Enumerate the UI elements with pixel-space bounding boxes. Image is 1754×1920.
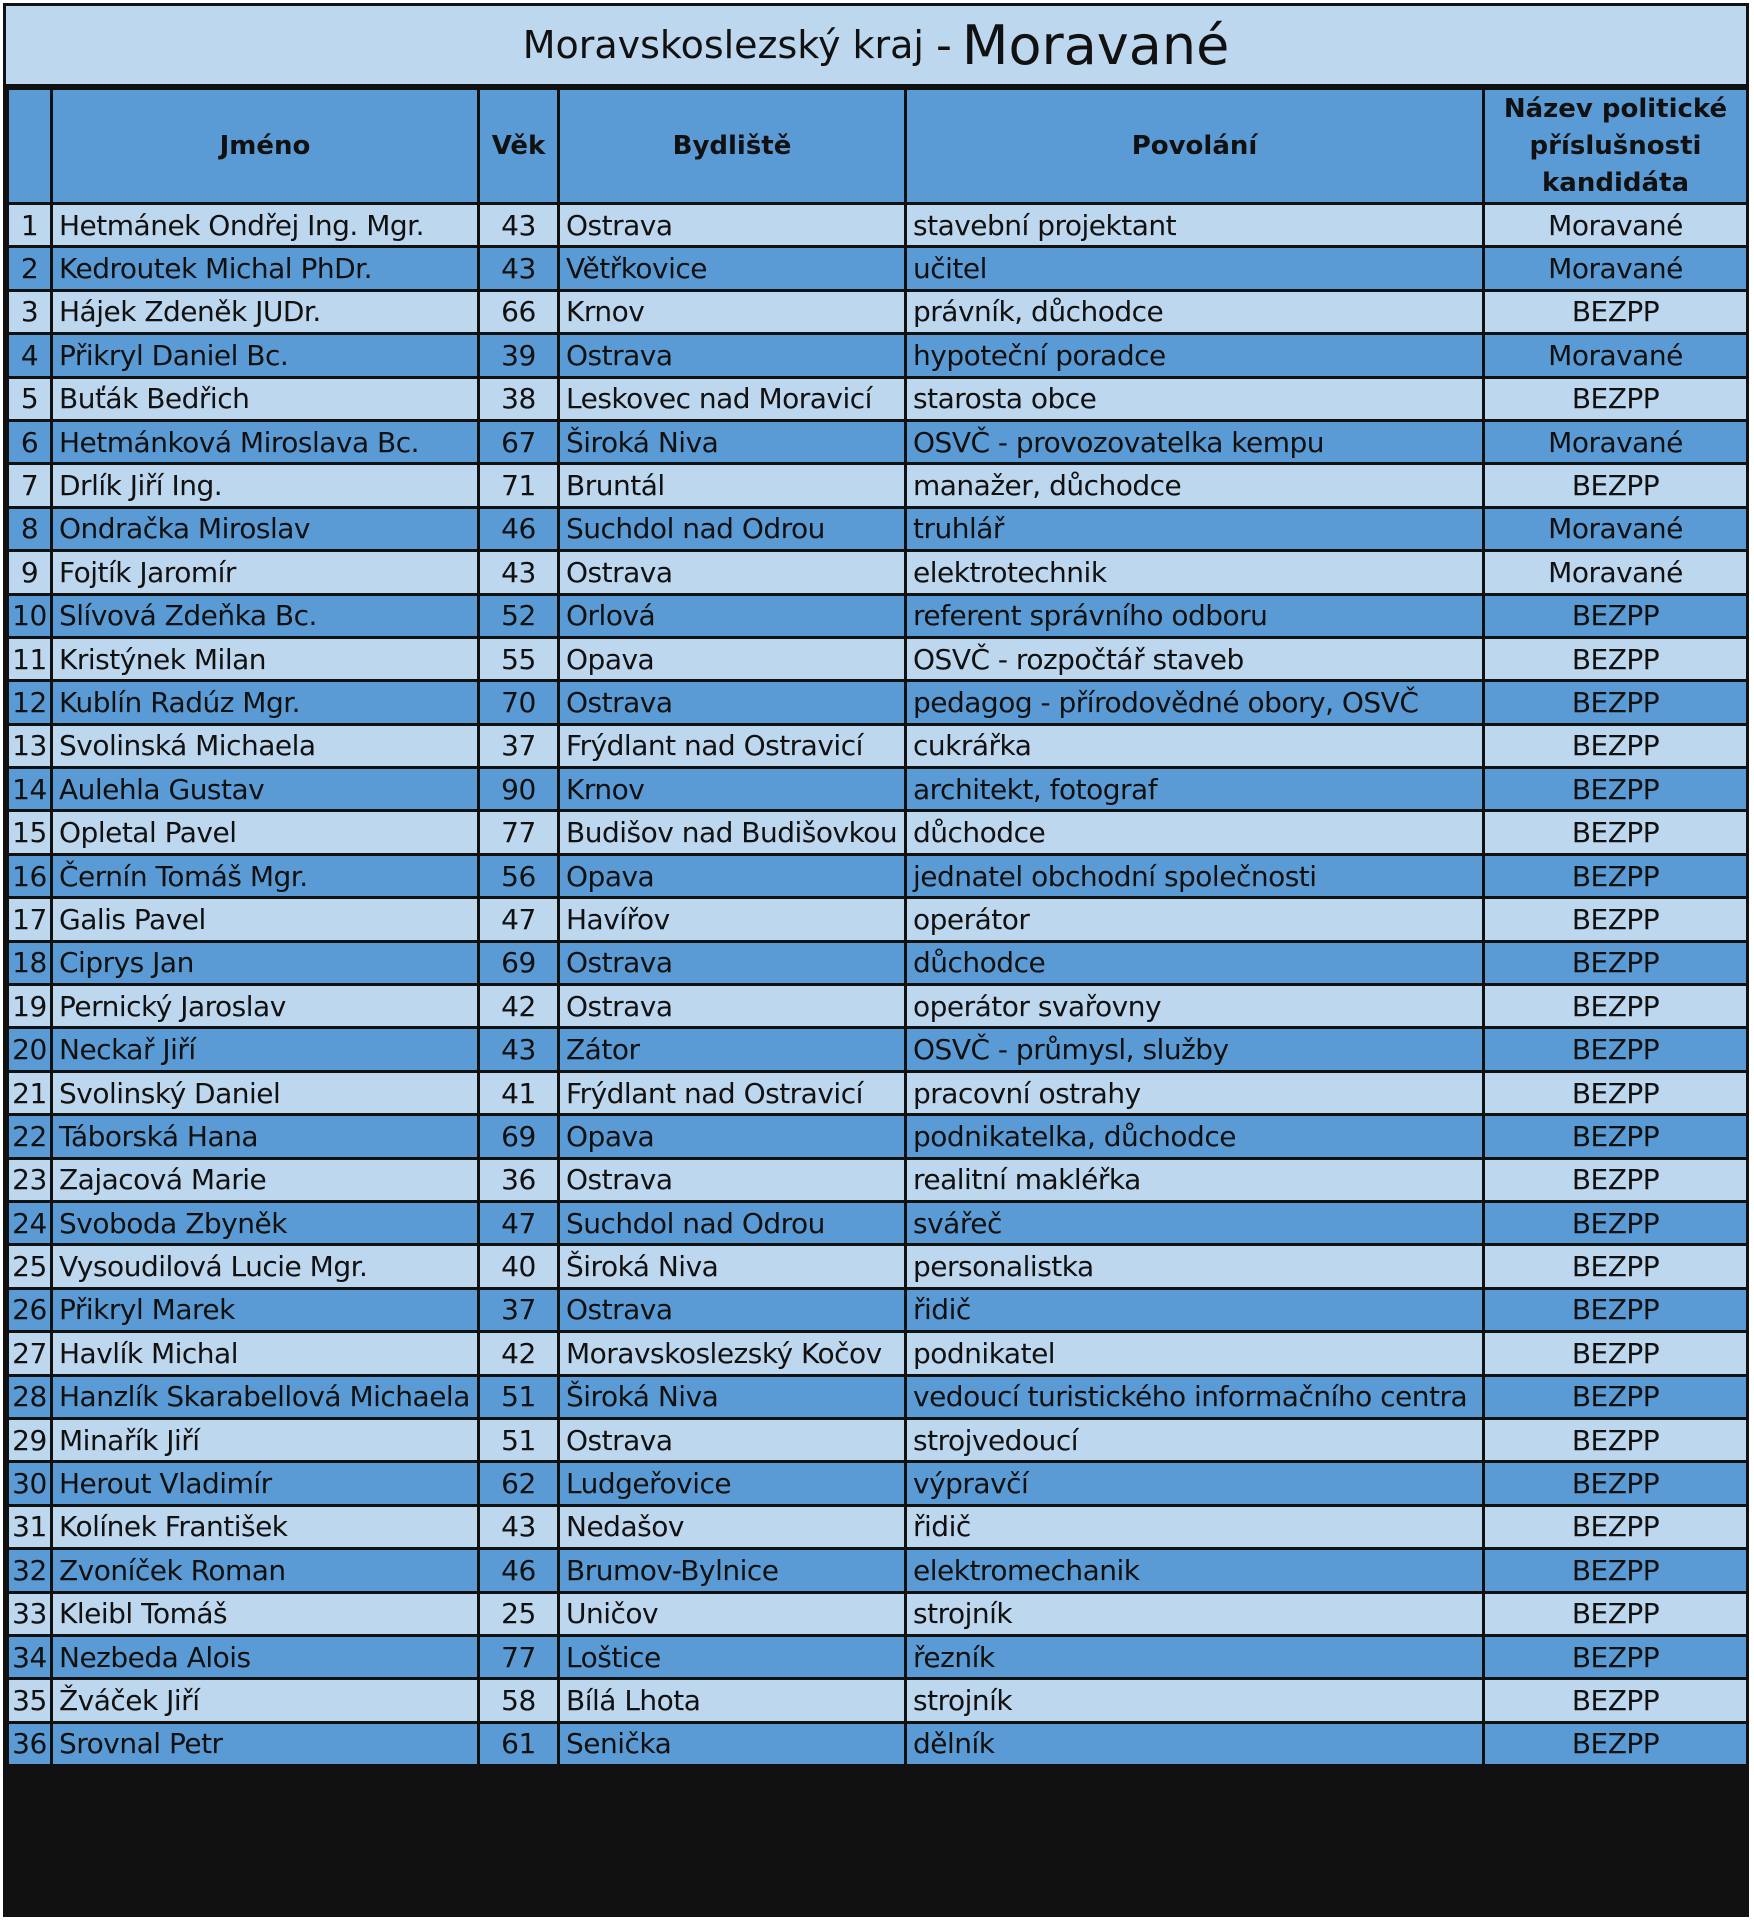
cell-occupation: právník, důchodce — [906, 290, 1484, 333]
table-row — [8, 637, 1748, 680]
cell-number: 26 — [8, 1288, 52, 1331]
cell-occupation: personalistka — [906, 1245, 1484, 1288]
cell-age: 90 — [479, 768, 559, 811]
cell-name: Slívová Zdeňka Bc. — [52, 594, 479, 637]
table-row — [8, 464, 1748, 507]
cell-residence: Ludgeřovice — [559, 1462, 906, 1505]
cell-number: 27 — [8, 1332, 52, 1375]
cell-number: 30 — [8, 1462, 52, 1505]
cell-number: 13 — [8, 724, 52, 767]
table-row — [8, 898, 1748, 941]
cell-number: 21 — [8, 1071, 52, 1114]
table-row — [8, 507, 1748, 550]
cell-name: Hetmánková Miroslava Bc. — [52, 420, 479, 463]
cell-number: 31 — [8, 1505, 52, 1548]
cell-age: 46 — [479, 507, 559, 550]
table-row — [8, 1635, 1748, 1678]
cell-age: 77 — [479, 1635, 559, 1678]
cell-name: Minařík Jiří — [52, 1418, 479, 1461]
table-row — [8, 768, 1748, 811]
table-row — [8, 1332, 1748, 1375]
cell-name: Ondračka Miroslav — [52, 507, 479, 550]
header-affiliation: Název politické příslušnosti kandidáta — [1484, 89, 1748, 204]
header-number — [8, 89, 52, 204]
header-name: Jméno — [52, 89, 479, 204]
table-row — [8, 1679, 1748, 1722]
cell-affiliation: BEZPP — [1484, 464, 1748, 507]
cell-number: 18 — [8, 941, 52, 984]
table-row — [8, 811, 1748, 854]
cell-occupation: vedoucí turistického informačního centra — [906, 1375, 1484, 1418]
cell-occupation: truhlář — [906, 507, 1484, 550]
cell-age: 25 — [479, 1592, 559, 1635]
cell-residence: Ostrava — [559, 941, 906, 984]
cell-affiliation: BEZPP — [1484, 1201, 1748, 1244]
header-age: Věk — [479, 89, 559, 204]
table-row — [8, 334, 1748, 377]
table-row — [8, 247, 1748, 290]
cell-number: 28 — [8, 1375, 52, 1418]
cell-name: Kublín Radúz Mgr. — [52, 681, 479, 724]
cell-residence: Zátor — [559, 1028, 906, 1071]
cell-occupation: pedagog - přírodovědné obory, OSVČ — [906, 681, 1484, 724]
cell-residence: Opava — [559, 1115, 906, 1158]
cell-residence: Ostrava — [559, 985, 906, 1028]
cell-number: 2 — [8, 247, 52, 290]
cell-occupation: cukrářka — [906, 724, 1484, 767]
cell-age: 43 — [479, 551, 559, 594]
cell-occupation: výpravčí — [906, 1462, 1484, 1505]
cell-number: 11 — [8, 637, 52, 680]
cell-name: Kleibl Tomáš — [52, 1592, 479, 1635]
cell-occupation: řidič — [906, 1288, 1484, 1331]
cell-residence: Senička — [559, 1722, 906, 1765]
cell-name: Svolinský Daniel — [52, 1071, 479, 1114]
cell-residence: Nedašov — [559, 1505, 906, 1548]
cell-residence: Ostrava — [559, 681, 906, 724]
cell-name: Kedroutek Michal PhDr. — [52, 247, 479, 290]
cell-residence: Frýdlant nad Ostravicí — [559, 1071, 906, 1114]
candidate-list-sheet — [3, 3, 1749, 1917]
cell-residence: Ostrava — [559, 1158, 906, 1201]
cell-affiliation: BEZPP — [1484, 1288, 1748, 1331]
cell-age: 41 — [479, 1071, 559, 1114]
cell-number: 36 — [8, 1722, 52, 1765]
cell-age: 56 — [479, 854, 559, 897]
cell-occupation: hypoteční poradce — [906, 334, 1484, 377]
table-row — [8, 290, 1748, 333]
cell-residence: Ostrava — [559, 204, 906, 247]
cell-age: 37 — [479, 724, 559, 767]
table-row — [8, 204, 1748, 247]
table-row — [8, 1115, 1748, 1158]
cell-affiliation: Moravané — [1484, 247, 1748, 290]
cell-age: 51 — [479, 1418, 559, 1461]
cell-occupation: podnikatelka, důchodce — [906, 1115, 1484, 1158]
table-row — [8, 854, 1748, 897]
cell-affiliation: BEZPP — [1484, 768, 1748, 811]
table-row — [8, 1028, 1748, 1071]
table-header-row — [8, 89, 1748, 204]
cell-number: 24 — [8, 1201, 52, 1244]
table-row — [8, 1158, 1748, 1201]
cell-number: 25 — [8, 1245, 52, 1288]
cell-age: 51 — [479, 1375, 559, 1418]
cell-residence: Frýdlant nad Ostravicí — [559, 724, 906, 767]
page-title — [6, 6, 1746, 87]
cell-occupation: svářeč — [906, 1201, 1484, 1244]
cell-residence: Uničov — [559, 1592, 906, 1635]
cell-residence: Budišov nad Budišovkou — [559, 811, 906, 854]
table-row — [8, 1071, 1748, 1114]
cell-number: 34 — [8, 1635, 52, 1678]
cell-age: 42 — [479, 985, 559, 1028]
cell-age: 47 — [479, 1201, 559, 1244]
cell-name: Černín Tomáš Mgr. — [52, 854, 479, 897]
cell-name: Táborská Hana — [52, 1115, 479, 1158]
cell-residence: Krnov — [559, 290, 906, 333]
cell-residence: Moravskoslezský Kočov — [559, 1332, 906, 1375]
cell-number: 23 — [8, 1158, 52, 1201]
cell-residence: Ostrava — [559, 334, 906, 377]
cell-residence: Loštice — [559, 1635, 906, 1678]
cell-age: 71 — [479, 464, 559, 507]
cell-affiliation: Moravané — [1484, 334, 1748, 377]
cell-number: 29 — [8, 1418, 52, 1461]
cell-affiliation: BEZPP — [1484, 637, 1748, 680]
cell-occupation: OSVČ - rozpočtář staveb — [906, 637, 1484, 680]
cell-name: Přikryl Marek — [52, 1288, 479, 1331]
cell-occupation: elektromechanik — [906, 1549, 1484, 1592]
cell-number: 10 — [8, 594, 52, 637]
cell-affiliation: Moravané — [1484, 420, 1748, 463]
table-row — [8, 551, 1748, 594]
cell-number: 20 — [8, 1028, 52, 1071]
cell-occupation: strojník — [906, 1679, 1484, 1722]
cell-name: Fojtík Jaromír — [52, 551, 479, 594]
cell-number: 19 — [8, 985, 52, 1028]
table-row — [8, 1288, 1748, 1331]
cell-age: 67 — [479, 420, 559, 463]
table-row — [8, 941, 1748, 984]
table-row — [8, 1418, 1748, 1461]
cell-occupation: důchodce — [906, 941, 1484, 984]
cell-occupation: realitní makléřka — [906, 1158, 1484, 1201]
cell-name: Svoboda Zbyněk — [52, 1201, 479, 1244]
cell-age: 58 — [479, 1679, 559, 1722]
cell-number: 8 — [8, 507, 52, 550]
cell-number: 22 — [8, 1115, 52, 1158]
cell-affiliation: BEZPP — [1484, 1115, 1748, 1158]
cell-residence: Bruntál — [559, 464, 906, 507]
table-row — [8, 1245, 1748, 1288]
cell-name: Herout Vladimír — [52, 1462, 479, 1505]
cell-age: 40 — [479, 1245, 559, 1288]
cell-affiliation: BEZPP — [1484, 1505, 1748, 1548]
cell-number: 35 — [8, 1679, 52, 1722]
cell-occupation: architekt, fotograf — [906, 768, 1484, 811]
table-row — [8, 1375, 1748, 1418]
cell-age: 43 — [479, 204, 559, 247]
cell-age: 55 — [479, 637, 559, 680]
cell-name: Hájek Zdeněk JUDr. — [52, 290, 479, 333]
cell-residence: Ostrava — [559, 551, 906, 594]
cell-number: 15 — [8, 811, 52, 854]
cell-name: Žváček Jiří — [52, 1679, 479, 1722]
cell-affiliation: BEZPP — [1484, 854, 1748, 897]
cell-name: Přikryl Daniel Bc. — [52, 334, 479, 377]
cell-affiliation: Moravané — [1484, 204, 1748, 247]
cell-name: Buťák Bedřich — [52, 377, 479, 420]
cell-number: 33 — [8, 1592, 52, 1635]
cell-name: Havlík Michal — [52, 1332, 479, 1375]
cell-affiliation: BEZPP — [1484, 898, 1748, 941]
table-row — [8, 1505, 1748, 1548]
cell-occupation: OSVČ - provozovatelka kempu — [906, 420, 1484, 463]
cell-age: 61 — [479, 1722, 559, 1765]
cell-residence: Suchdol nad Odrou — [559, 507, 906, 550]
table-row — [8, 420, 1748, 463]
cell-name: Galis Pavel — [52, 898, 479, 941]
title-party: Moravané — [961, 13, 1230, 77]
cell-age: 36 — [479, 1158, 559, 1201]
cell-number: 32 — [8, 1549, 52, 1592]
cell-affiliation: BEZPP — [1484, 1722, 1748, 1765]
cell-affiliation: Moravané — [1484, 551, 1748, 594]
cell-residence: Široká Niva — [559, 1245, 906, 1288]
cell-name: Zvoníček Roman — [52, 1549, 479, 1592]
cell-name: Kristýnek Milan — [52, 637, 479, 680]
cell-occupation: referent správního odboru — [906, 594, 1484, 637]
cell-residence: Orlová — [559, 594, 906, 637]
header-occupation: Povolání — [906, 89, 1484, 204]
cell-affiliation: BEZPP — [1484, 1549, 1748, 1592]
title-region: Moravskoslezský kraj — [522, 23, 924, 67]
cell-name: Drlík Jiří Ing. — [52, 464, 479, 507]
cell-name: Svolinská Michaela — [52, 724, 479, 767]
cell-affiliation: BEZPP — [1484, 377, 1748, 420]
cell-occupation: podnikatel — [906, 1332, 1484, 1375]
table-row — [8, 1592, 1748, 1635]
cell-number: 9 — [8, 551, 52, 594]
cell-name: Aulehla Gustav — [52, 768, 479, 811]
cell-occupation: OSVČ - průmysl, služby — [906, 1028, 1484, 1071]
cell-occupation: důchodce — [906, 811, 1484, 854]
cell-name: Kolínek František — [52, 1505, 479, 1548]
cell-affiliation: BEZPP — [1484, 1332, 1748, 1375]
cell-name: Vysoudilová Lucie Mgr. — [52, 1245, 479, 1288]
cell-residence: Široká Niva — [559, 420, 906, 463]
cell-age: 62 — [479, 1462, 559, 1505]
cell-number: 3 — [8, 290, 52, 333]
cell-affiliation: BEZPP — [1484, 724, 1748, 767]
cell-occupation: manažer, důchodce — [906, 464, 1484, 507]
cell-affiliation: Moravané — [1484, 507, 1748, 550]
cell-residence: Ostrava — [559, 1288, 906, 1331]
table-row — [8, 1462, 1748, 1505]
table-row — [8, 681, 1748, 724]
cell-residence: Suchdol nad Odrou — [559, 1201, 906, 1244]
cell-occupation: učitel — [906, 247, 1484, 290]
cell-affiliation: BEZPP — [1484, 1592, 1748, 1635]
cell-age: 47 — [479, 898, 559, 941]
cell-affiliation: BEZPP — [1484, 1028, 1748, 1071]
cell-affiliation: BEZPP — [1484, 594, 1748, 637]
cell-occupation: strojvedoucí — [906, 1418, 1484, 1461]
cell-residence: Opava — [559, 637, 906, 680]
cell-residence: Větřkovice — [559, 247, 906, 290]
cell-affiliation: BEZPP — [1484, 1158, 1748, 1201]
cell-name: Nezbeda Alois — [52, 1635, 479, 1678]
cell-residence: Široká Niva — [559, 1375, 906, 1418]
cell-residence: Ostrava — [559, 1418, 906, 1461]
cell-age: 39 — [479, 334, 559, 377]
table-row — [8, 724, 1748, 767]
candidate-table — [6, 87, 1749, 1767]
cell-number: 4 — [8, 334, 52, 377]
cell-name: Neckař Jiří — [52, 1028, 479, 1071]
cell-occupation: stavební projektant — [906, 204, 1484, 247]
cell-age: 70 — [479, 681, 559, 724]
cell-occupation: pracovní ostrahy — [906, 1071, 1484, 1114]
cell-age: 42 — [479, 1332, 559, 1375]
cell-name: Ciprys Jan — [52, 941, 479, 984]
title-separator: - — [936, 19, 952, 71]
cell-age: 43 — [479, 1028, 559, 1071]
cell-number: 12 — [8, 681, 52, 724]
cell-occupation: řidič — [906, 1505, 1484, 1548]
table-row — [8, 1722, 1748, 1765]
cell-affiliation: BEZPP — [1484, 1679, 1748, 1722]
cell-number: 16 — [8, 854, 52, 897]
cell-occupation: řezník — [906, 1635, 1484, 1678]
cell-age: 66 — [479, 290, 559, 333]
cell-affiliation: BEZPP — [1484, 1635, 1748, 1678]
cell-age: 38 — [479, 377, 559, 420]
cell-age: 69 — [479, 941, 559, 984]
table-row — [8, 377, 1748, 420]
cell-affiliation: BEZPP — [1484, 1245, 1748, 1288]
cell-number: 5 — [8, 377, 52, 420]
cell-number: 1 — [8, 204, 52, 247]
cell-occupation: operátor — [906, 898, 1484, 941]
cell-occupation: elektrotechnik — [906, 551, 1484, 594]
cell-residence: Havířov — [559, 898, 906, 941]
header-residence: Bydliště — [559, 89, 906, 204]
cell-affiliation: BEZPP — [1484, 941, 1748, 984]
cell-occupation: strojník — [906, 1592, 1484, 1635]
cell-residence: Leskovec nad Moravicí — [559, 377, 906, 420]
cell-number: 14 — [8, 768, 52, 811]
cell-name: Zajacová Marie — [52, 1158, 479, 1201]
cell-name: Pernický Jaroslav — [52, 985, 479, 1028]
cell-occupation: operátor svařovny — [906, 985, 1484, 1028]
cell-affiliation: BEZPP — [1484, 681, 1748, 724]
table-row — [8, 1201, 1748, 1244]
cell-occupation: dělník — [906, 1722, 1484, 1765]
cell-residence: Bílá Lhota — [559, 1679, 906, 1722]
cell-number: 17 — [8, 898, 52, 941]
table-row — [8, 985, 1748, 1028]
cell-affiliation: BEZPP — [1484, 811, 1748, 854]
table-row — [8, 1549, 1748, 1592]
cell-name: Opletal Pavel — [52, 811, 479, 854]
cell-residence: Brumov-Bylnice — [559, 1549, 906, 1592]
cell-name: Srovnal Petr — [52, 1722, 479, 1765]
cell-name: Hetmánek Ondřej Ing. Mgr. — [52, 204, 479, 247]
cell-number: 7 — [8, 464, 52, 507]
cell-occupation: starosta obce — [906, 377, 1484, 420]
table-body — [8, 204, 1748, 1766]
cell-affiliation: BEZPP — [1484, 290, 1748, 333]
cell-affiliation: BEZPP — [1484, 1375, 1748, 1418]
cell-residence: Opava — [559, 854, 906, 897]
cell-affiliation: BEZPP — [1484, 985, 1748, 1028]
cell-residence: Krnov — [559, 768, 906, 811]
cell-affiliation: BEZPP — [1484, 1418, 1748, 1461]
cell-age: 43 — [479, 247, 559, 290]
cell-age: 37 — [479, 1288, 559, 1331]
cell-occupation: jednatel obchodní společnosti — [906, 854, 1484, 897]
cell-age: 46 — [479, 1549, 559, 1592]
cell-affiliation: BEZPP — [1484, 1462, 1748, 1505]
table-row — [8, 594, 1748, 637]
cell-age: 69 — [479, 1115, 559, 1158]
cell-age: 77 — [479, 811, 559, 854]
cell-age: 52 — [479, 594, 559, 637]
cell-number: 6 — [8, 420, 52, 463]
cell-age: 43 — [479, 1505, 559, 1548]
cell-name: Hanzlík Skarabellová Michaela — [52, 1375, 479, 1418]
cell-affiliation: BEZPP — [1484, 1071, 1748, 1114]
